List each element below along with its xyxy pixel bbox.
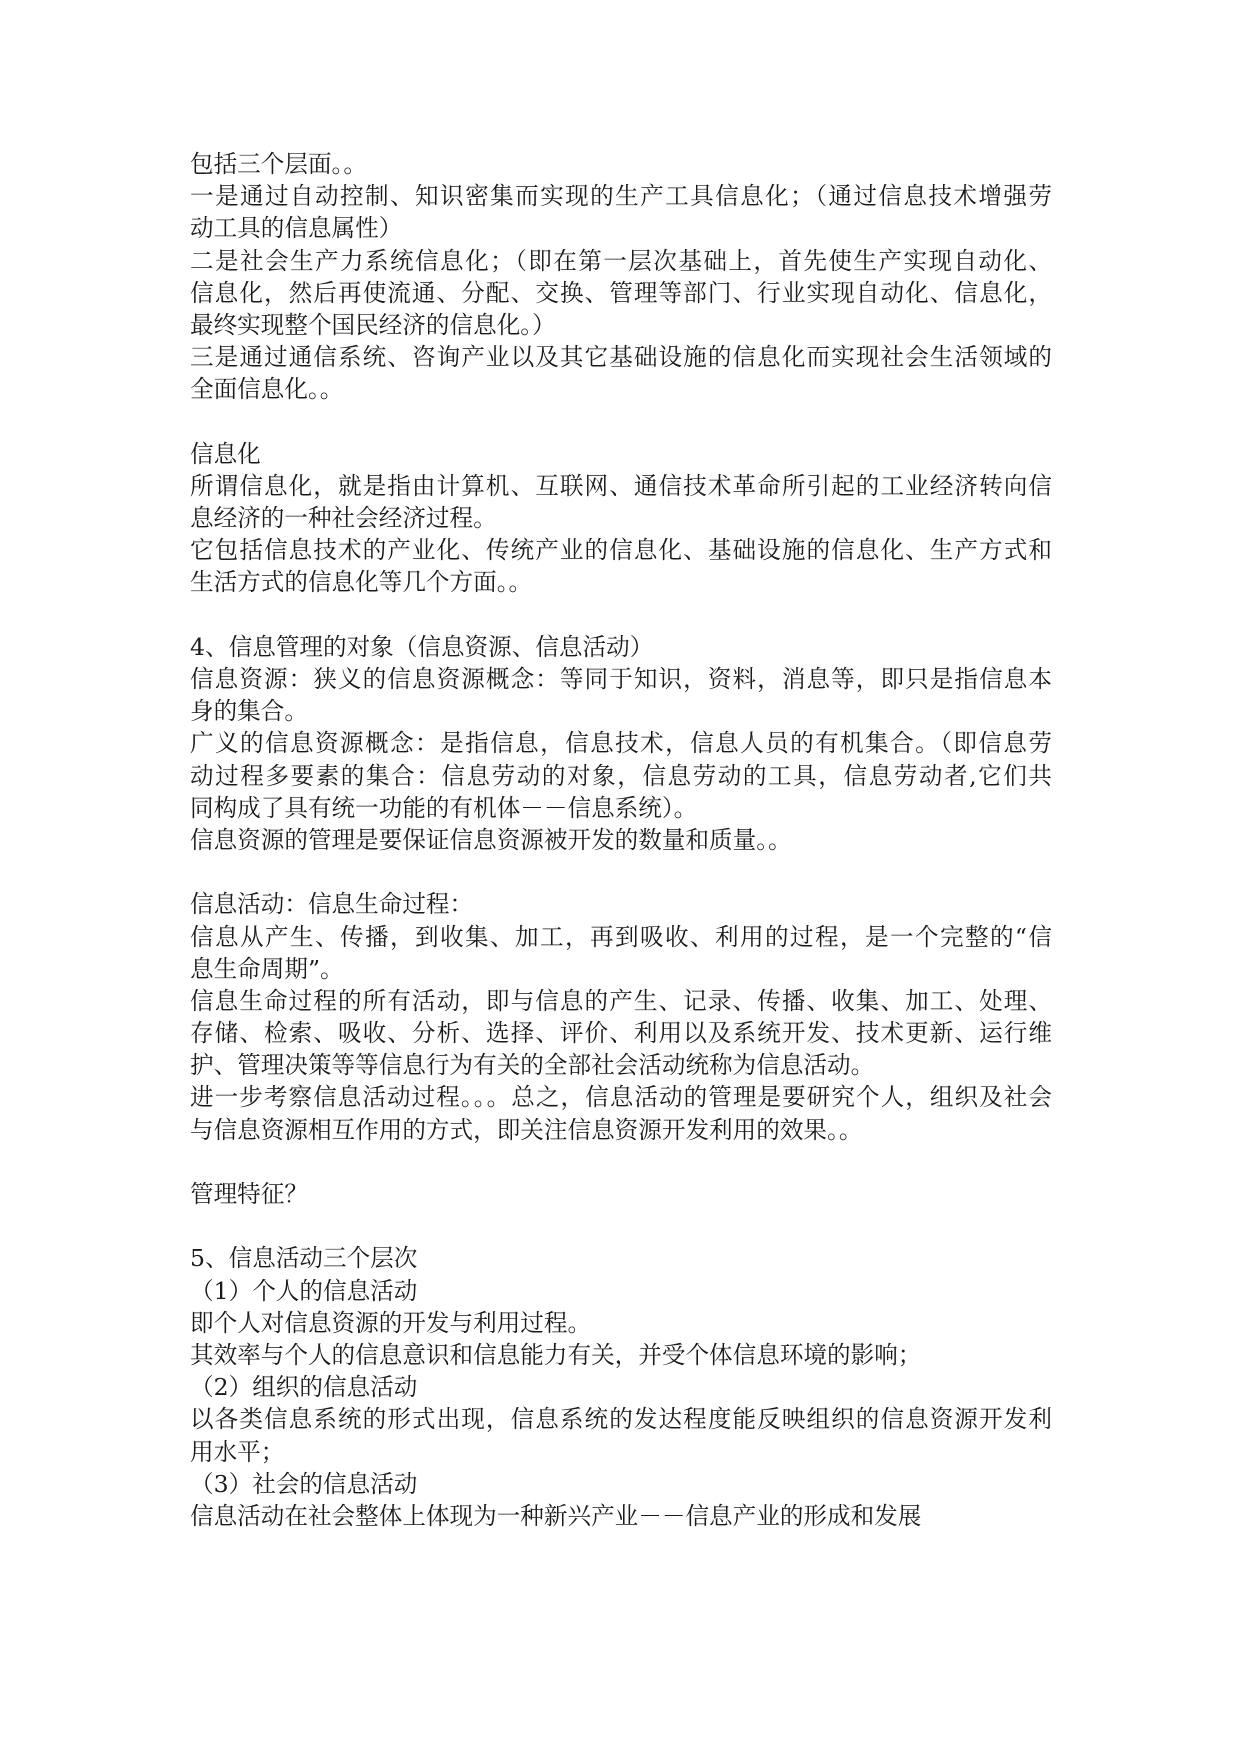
text-line: 护、管理决策等等信息行为有关的全部社会活动统称为信息活动。 — [190, 1051, 875, 1080]
text-line: 信息生命过程的所有活动，即与信息的产生、记录、传播、收集、加工、处理、 — [190, 986, 1052, 1015]
subsection-heading: （2）组织的信息活动 — [190, 1373, 418, 1402]
text-line: 即个人对信息资源的开发与利用过程。 — [190, 1308, 592, 1337]
text-line: 包括三个层面。。 — [190, 150, 367, 178]
subsection-heading: （3）社会的信息活动 — [190, 1469, 418, 1498]
subsection-heading: （1）个人的信息活动 — [190, 1276, 418, 1305]
text-line: 息生命周期”。 — [190, 954, 344, 983]
text-line: 用水平； — [190, 1437, 285, 1466]
text-line: 信息资源的管理是要保证信息资源被开发的数量和质量。。 — [190, 825, 792, 854]
text-line: 同构成了具有统一功能的有机体－－信息系统）。 — [190, 793, 698, 822]
text-line: 进一步考察信息活动过程。。。总之，信息活动的管理是要研究个人，组织及社会 — [190, 1083, 1052, 1112]
text-line: 它包括信息技术的产业化、传统产业的信息化、基础设施的信息化、生产方式和 — [190, 536, 1052, 565]
text-line: 三是通过通信系统、咨询产业以及其它基础设施的信息化而实现社会生活领域的 — [190, 343, 1052, 372]
text-line: 信息化，然后再使流通、分配、交换、管理等部门、行业实现自动化、信息化， — [190, 278, 1052, 307]
text-line: 二是社会生产力系统信息化；（即在第一层次基础上，首先使生产实现自动化、 — [190, 246, 1052, 275]
section-heading: 信息活动：信息生命过程： — [190, 890, 474, 919]
text-line: 息经济的一种社会经济过程。 — [190, 504, 497, 533]
text-line: 信息从产生、传播，到收集、加工，再到吸收、利用的过程，是一个完整的“信 — [190, 922, 1052, 951]
document-body — [190, 148, 1052, 1532]
blank-line — [190, 1146, 1052, 1178]
blank-line — [190, 1210, 1052, 1242]
text-line: 存储、检索、吸收、分析、选择、评价、利用以及系统开发、技术更新、运行维 — [190, 1019, 1052, 1048]
text-line: 生活方式的信息化等几个方面。。 — [190, 568, 533, 597]
text-line: 信息活动在社会整体上体现为一种新兴产业－－信息产业的形成和发展 — [190, 1501, 922, 1530]
blank-line — [190, 856, 1052, 888]
text-line: 动工具的信息属性） — [190, 214, 403, 243]
text-line: 广义的信息资源概念：是指信息，信息技术，信息人员的有机集合。（即信息劳 — [190, 729, 1052, 758]
section-heading: 信息化 — [190, 439, 261, 468]
section-heading: 4、信息管理的对象（信息资源、信息活动） — [190, 632, 654, 661]
text-line: 最终实现整个国民经济的信息化。） — [190, 310, 556, 339]
text-line: 一是通过自动控制、知识密集而实现的生产工具信息化；（通过信息技术增强劳 — [190, 182, 1052, 211]
text-line: 信息资源：狭义的信息资源概念：等同于知识，资料，消息等，即只是指信息本 — [190, 665, 1052, 693]
text-line: 全面信息化。。 — [190, 375, 344, 404]
text-line: 身的集合。 — [190, 697, 308, 726]
blank-line — [190, 406, 1052, 438]
text-line: 所谓信息化，就是指由计算机、互联网、通信技术革命所引起的工业经济转向信 — [190, 471, 1052, 500]
text-line: 其效率与个人的信息意识和信息能力有关，并受个体信息环境的影响； — [190, 1340, 922, 1369]
section-heading: 5、信息活动三个层次 — [190, 1244, 418, 1273]
text-line: 与信息资源相互作用的方式，即关注信息资源开发利用的效果。。 — [190, 1115, 863, 1144]
text-line: 动过程多要素的集合：信息劳动的对象，信息劳动的工具，信息劳动者,它们共 — [190, 761, 1052, 790]
blank-line — [190, 599, 1052, 631]
section-heading: 管理特征？ — [190, 1180, 308, 1208]
text-line: 以各类信息系统的形式出现，信息系统的发达程度能反映组织的信息资源开发利 — [190, 1405, 1052, 1434]
